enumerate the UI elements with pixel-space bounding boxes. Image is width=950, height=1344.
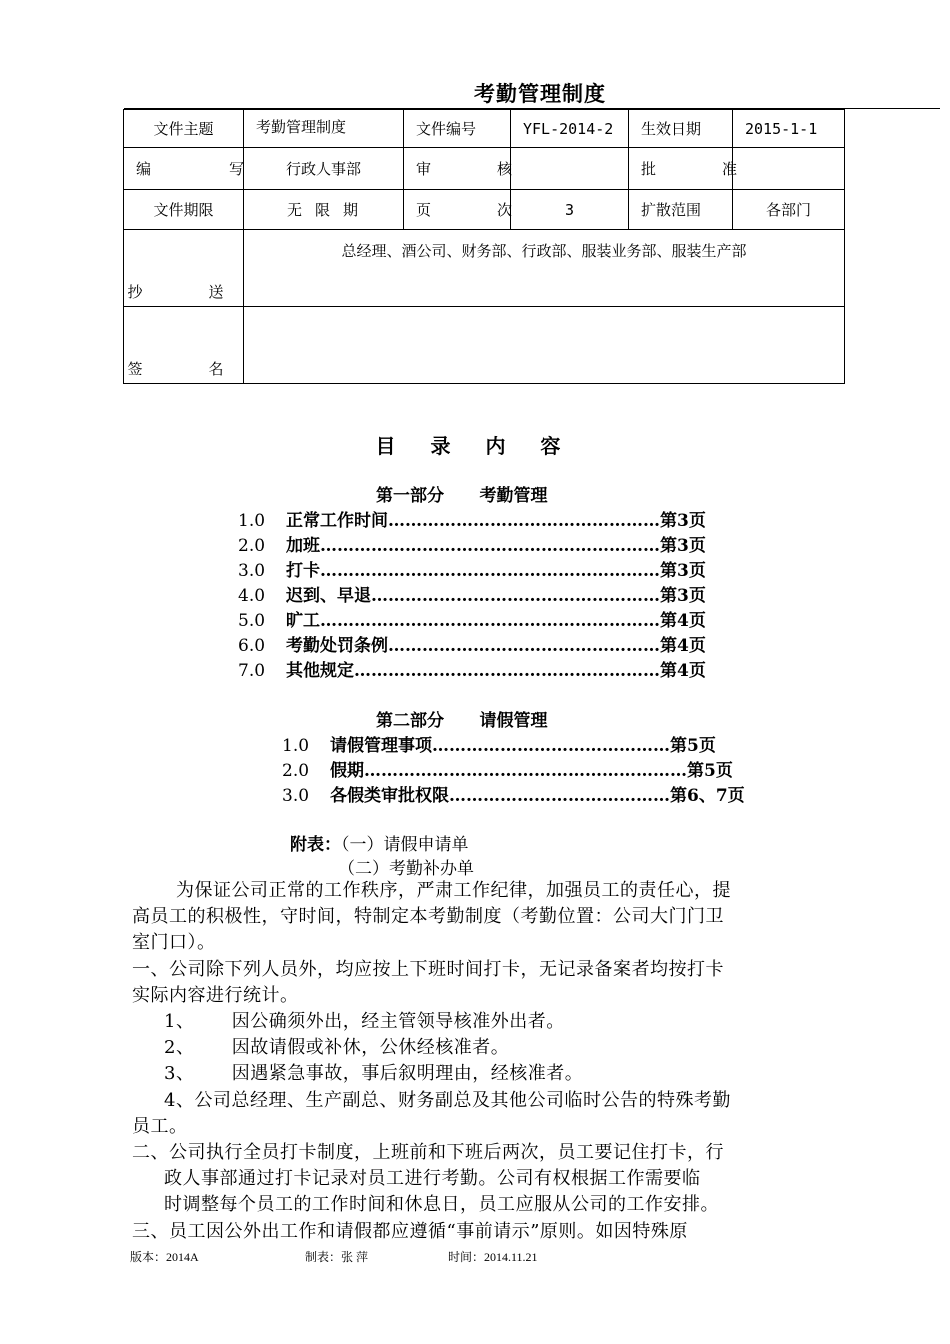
body-list-item: 3、 因遇紧急事故，事后叙明理由，经核准者。 xyxy=(164,1063,584,1085)
toc-item-text: 旷工……………………………………………………第4页 xyxy=(286,611,706,631)
pages-label xyxy=(404,190,529,230)
author-label-text: 编 写 xyxy=(136,160,265,178)
toc-item-number: 2.0 xyxy=(238,536,266,556)
scope-value: 各部门 xyxy=(733,190,845,230)
body-list-item: 1、 因公确须外出，经主管领导核准外出者。 xyxy=(164,1011,565,1033)
cc-value: 总经理、酒公司、财务部、行政部、服装业务部、服装生产部 xyxy=(244,230,845,307)
toc-item xyxy=(282,731,745,756)
period-label: 文件期限 xyxy=(124,190,244,230)
toc-item-text: 各假类审批权限…………………………………第6、7页 xyxy=(330,786,745,806)
author-value: 行政人事部 xyxy=(244,148,404,190)
toc-item xyxy=(282,756,745,781)
sign-label-text: 签 名 xyxy=(127,360,240,378)
appendix-item-1: （一）请假申请单 xyxy=(341,835,469,855)
toc-item-number: 6.0 xyxy=(238,636,266,656)
body-paragraph-line: 室门口）。 xyxy=(132,932,216,954)
body-paragraph-line: 高员工的积极性，守时间，特制定本考勤制度（考勤位置：公司大门门卫 xyxy=(132,906,724,928)
body-paragraph-line: 时调整每个员工的工作时间和休息日，员工应服从公司的工作安排。 xyxy=(164,1194,719,1216)
toc-item xyxy=(238,656,706,681)
period-value: 无 限 期 xyxy=(244,190,404,230)
toc-item xyxy=(238,606,706,631)
toc-title: 目 录 内 容 xyxy=(375,434,575,458)
toc-item xyxy=(238,506,706,531)
footer-time: 时间：2014.11.21 xyxy=(448,1250,538,1264)
toc-item-number: 1.0 xyxy=(282,736,310,756)
toc-item-text: 考勤处罚条例…………………………………………第4页 xyxy=(286,636,706,656)
toc-item-number: 1.0 xyxy=(238,511,266,531)
body-paragraph-line: 二、公司执行全员打卡制度，上班前和下班后两次，员工要记住打卡，行 xyxy=(132,1142,724,1164)
body-content xyxy=(132,878,822,1245)
toc-item-number: 5.0 xyxy=(238,611,266,631)
appendix-label: 附表： xyxy=(290,835,341,855)
toc-item xyxy=(282,781,745,806)
toc-item-text: 假期…………………………………………………第5页 xyxy=(330,761,733,781)
footer-made-by: 制表：张 萍 xyxy=(305,1250,369,1264)
body-paragraph-line: 员工。 xyxy=(132,1115,188,1137)
review-label xyxy=(404,148,529,190)
toc-part1-title: 第一部分 考勤管理 xyxy=(376,486,548,506)
approve-label-text: 批 准 xyxy=(641,160,754,178)
toc-item xyxy=(238,531,706,556)
toc-item xyxy=(238,556,706,581)
body-list-item: 4、公司总经理、生产副总、财务副总及其他公司临时公告的特殊考勤 xyxy=(164,1089,731,1111)
subject-value: 考勤管理制度 xyxy=(244,110,404,148)
cc-label-text: 抄 送 xyxy=(127,283,240,301)
footer-version: 版本：2014A xyxy=(130,1250,199,1264)
subject-label: 文件主题 xyxy=(124,110,244,148)
toc-item xyxy=(238,581,706,606)
review-label-text: 审 核 xyxy=(416,160,529,178)
toc-part1-list xyxy=(238,506,706,681)
toc-item-number: 7.0 xyxy=(238,661,266,681)
body-paragraph-line: 三、员工因公外出工作和请假都应遵循“事前请示”原则。如因特殊原 xyxy=(132,1220,688,1242)
appendix-item-2: （二）考勤补办单 xyxy=(338,859,474,879)
toc-item-text: 其他规定………………………………………………第4页 xyxy=(286,661,706,681)
doc-no-value: YFL-2014-2 xyxy=(511,110,629,148)
body-paragraph-line: 为保证公司正常的工作秩序，严肃工作纪律，加强员工的责任心，提 xyxy=(176,880,731,901)
document-title: 考勤管理制度 xyxy=(474,81,606,106)
toc-item-number: 2.0 xyxy=(282,761,310,781)
toc-item-text: 请假管理事项……………………………………第5页 xyxy=(330,736,716,756)
appendix-line-1 xyxy=(290,830,469,855)
pages-value: 3 xyxy=(511,190,629,230)
effective-date-label: 生效日期 xyxy=(629,110,733,148)
body-paragraph-line: 一、公司除下列人员外，均应按上下班时间打卡，无记录备案者均按打卡 xyxy=(132,958,724,980)
cc-label xyxy=(124,230,244,307)
body-list-item: 2、 因故请假或补休，公休经核准者。 xyxy=(164,1037,510,1059)
toc-item-text: 迟到、早退……………………………………………第3页 xyxy=(286,586,706,606)
toc-item xyxy=(238,631,706,656)
toc-part2-list xyxy=(282,731,745,806)
body-paragraph-line: 实际内容进行统计。 xyxy=(132,984,299,1006)
review-value xyxy=(511,148,629,190)
toc-part2-title: 第二部分 请假管理 xyxy=(376,711,548,731)
sign-label xyxy=(124,307,244,384)
body-paragraph-line: 政人事部通过打卡记录对员工进行考勤。公司有权根据工作需要临 xyxy=(164,1168,701,1190)
toc-item-number: 4.0 xyxy=(238,586,266,606)
effective-date-value: 2015-1-1 xyxy=(733,110,845,148)
toc-item-text: 加班……………………………………………………第3页 xyxy=(286,536,706,556)
approve-label xyxy=(629,148,754,190)
toc-item-text: 打卡……………………………………………………第3页 xyxy=(286,561,706,581)
author-label xyxy=(124,148,265,190)
sign-value xyxy=(244,307,845,384)
pages-label-text: 页 次 xyxy=(416,201,529,219)
toc-item-text: 正常工作时间…………………………………………第3页 xyxy=(286,511,706,531)
toc-item-number: 3.0 xyxy=(238,561,266,581)
toc-item-number: 3.0 xyxy=(282,786,310,806)
doc-no-label: 文件编号 xyxy=(404,110,511,148)
document-info-table xyxy=(123,109,845,384)
scope-label: 扩散范围 xyxy=(629,190,733,230)
